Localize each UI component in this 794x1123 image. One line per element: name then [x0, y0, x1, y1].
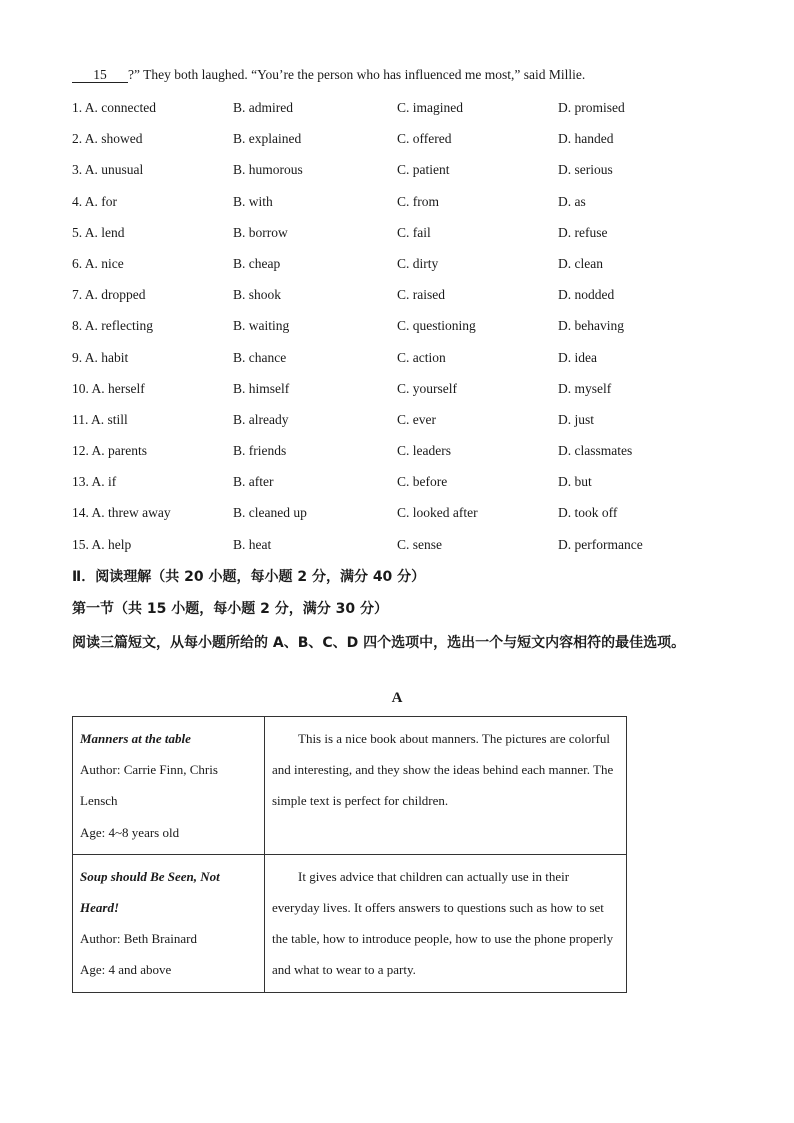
option-row	[72, 158, 732, 189]
option-row	[72, 377, 732, 408]
passage-label: A	[391, 690, 403, 706]
option-choice: B. waiting	[233, 318, 290, 334]
option-choice: C. sense	[397, 536, 442, 552]
option-choice: C. fail	[397, 224, 431, 240]
option-row	[72, 252, 732, 283]
option-choice: B. cleaned up	[233, 505, 307, 521]
option-choice: C. action	[397, 349, 446, 365]
options-list	[72, 96, 732, 564]
option-choice: 13. A. if	[72, 474, 117, 490]
top-line-text: ?” They both laughed. “You’re the person who has influenced me most,” said Millie.	[128, 67, 586, 82]
option-choice: D. just	[558, 411, 595, 427]
option-choice: 7. A. dropped	[72, 287, 146, 303]
option-choice: B. with	[233, 193, 273, 209]
option-choice: D. as	[558, 193, 586, 209]
book-info-cell	[73, 717, 265, 855]
option-choice: B. humorous	[233, 162, 303, 178]
option-choice: B. cheap	[233, 255, 281, 271]
option-choice: D. nodded	[558, 287, 615, 303]
option-row	[72, 346, 732, 377]
option-choice: C. imagined	[397, 100, 463, 115]
section-instruction: 阅读三篇短文，从每小题所给的 A、B、C、D 四个选项中，选出一个与短文内容相符的最佳选项。	[72, 635, 686, 651]
option-choice: 15. A. help	[72, 536, 132, 552]
option-choice: 5. A. lend	[72, 224, 125, 240]
option-choice: 9. A. habit	[72, 349, 129, 365]
option-row	[72, 96, 732, 127]
blank-15: 15	[72, 67, 128, 83]
option-choice: D. behaving	[558, 318, 624, 334]
option-choice: 8. A. reflecting	[72, 318, 153, 334]
option-choice: C. ever	[397, 411, 436, 427]
book-description: It gives advice that children can actually use in their everyday lives. It offers answers to questions such as how to set the table, how to introduce people, how to use the phone properly and what to wear to a party.	[272, 868, 614, 978]
option-row	[72, 501, 732, 532]
option-row	[72, 127, 732, 158]
option-row	[72, 533, 732, 564]
book-title: Manners at the table	[80, 731, 191, 746]
option-choice: D. myself	[558, 380, 612, 396]
option-choice: 14. A. threw away	[72, 505, 171, 521]
option-choice: D. classmates	[558, 443, 633, 459]
option-row	[72, 439, 732, 470]
book-description-cell	[265, 717, 627, 855]
book-age: Age: 4~8 years old	[80, 824, 180, 840]
option-choice: B. chance	[233, 349, 287, 365]
option-choice: 3. A. unusual	[72, 162, 144, 178]
option-choice: B. borrow	[233, 224, 288, 240]
book-table	[72, 716, 627, 993]
option-choice: B. heat	[233, 536, 272, 552]
table-row	[73, 717, 627, 855]
table-row	[73, 854, 627, 992]
option-choice: C. before	[397, 474, 448, 490]
option-choice: D. took off	[558, 505, 618, 521]
book-description: This is a nice book about manners. The pictures are colorful and interesting, and they show the ideas behind each manner. The simple text is perfect for children.	[272, 731, 614, 809]
option-row	[72, 314, 732, 345]
option-row	[72, 221, 732, 252]
option-choice: 11. A. still	[72, 411, 128, 427]
option-choice: 1. A. connected	[72, 100, 156, 115]
book-info-cell	[73, 854, 265, 992]
option-choice: D. idea	[558, 349, 597, 365]
option-row	[72, 283, 732, 314]
option-choice: D. handed	[558, 131, 614, 147]
option-choice: B. explained	[233, 131, 302, 147]
section-title: Ⅱ．阅读理解（共 20 小题，每小题 2 分，满分 40 分）	[72, 569, 426, 585]
option-choice: C. looked after	[397, 505, 478, 521]
option-choice: C. raised	[397, 287, 445, 303]
book-title: Soup should Be Seen, Not Heard!	[80, 868, 220, 916]
option-choice: B. already	[233, 411, 289, 427]
option-choice: B. after	[233, 474, 274, 490]
book-author: Author: Beth Brainard	[80, 931, 197, 947]
option-choice: C. patient	[397, 162, 450, 178]
option-choice: C. yourself	[397, 380, 457, 396]
option-choice: D. clean	[558, 255, 603, 271]
option-choice: 10. A. herself	[72, 380, 145, 396]
option-choice: D. refuse	[558, 224, 608, 240]
book-description-cell	[265, 854, 627, 992]
option-choice: D. serious	[558, 162, 613, 178]
option-choice: C. from	[397, 193, 439, 209]
option-choice: D. but	[558, 474, 592, 490]
option-choice: C. dirty	[397, 255, 439, 271]
option-choice: 12. A. parents	[72, 443, 147, 459]
option-choice: C. offered	[397, 131, 452, 147]
option-row	[72, 408, 732, 439]
book-author: Author: Carrie Finn, Chris Lensch	[80, 762, 218, 809]
option-choice: B. friends	[233, 443, 287, 459]
option-choice: B. shook	[233, 287, 282, 303]
option-choice: D. performance	[558, 536, 643, 552]
option-choice: 6. A. nice	[72, 255, 124, 271]
option-choice: 2. A. showed	[72, 131, 143, 147]
book-age: Age: 4 and above	[80, 962, 172, 978]
question-15-line	[72, 67, 585, 83]
option-choice: B. admired	[233, 100, 293, 115]
option-row	[72, 470, 732, 501]
section-subtitle: 第一节（共 15 小题，每小题 2 分，满分 30 分）	[72, 601, 388, 617]
option-choice: 4. A. for	[72, 193, 117, 209]
option-choice: C. leaders	[397, 443, 451, 459]
option-row	[72, 190, 732, 221]
option-choice: D. promised	[558, 100, 625, 115]
option-choice: C. questioning	[397, 318, 476, 334]
option-choice: B. himself	[233, 380, 290, 396]
